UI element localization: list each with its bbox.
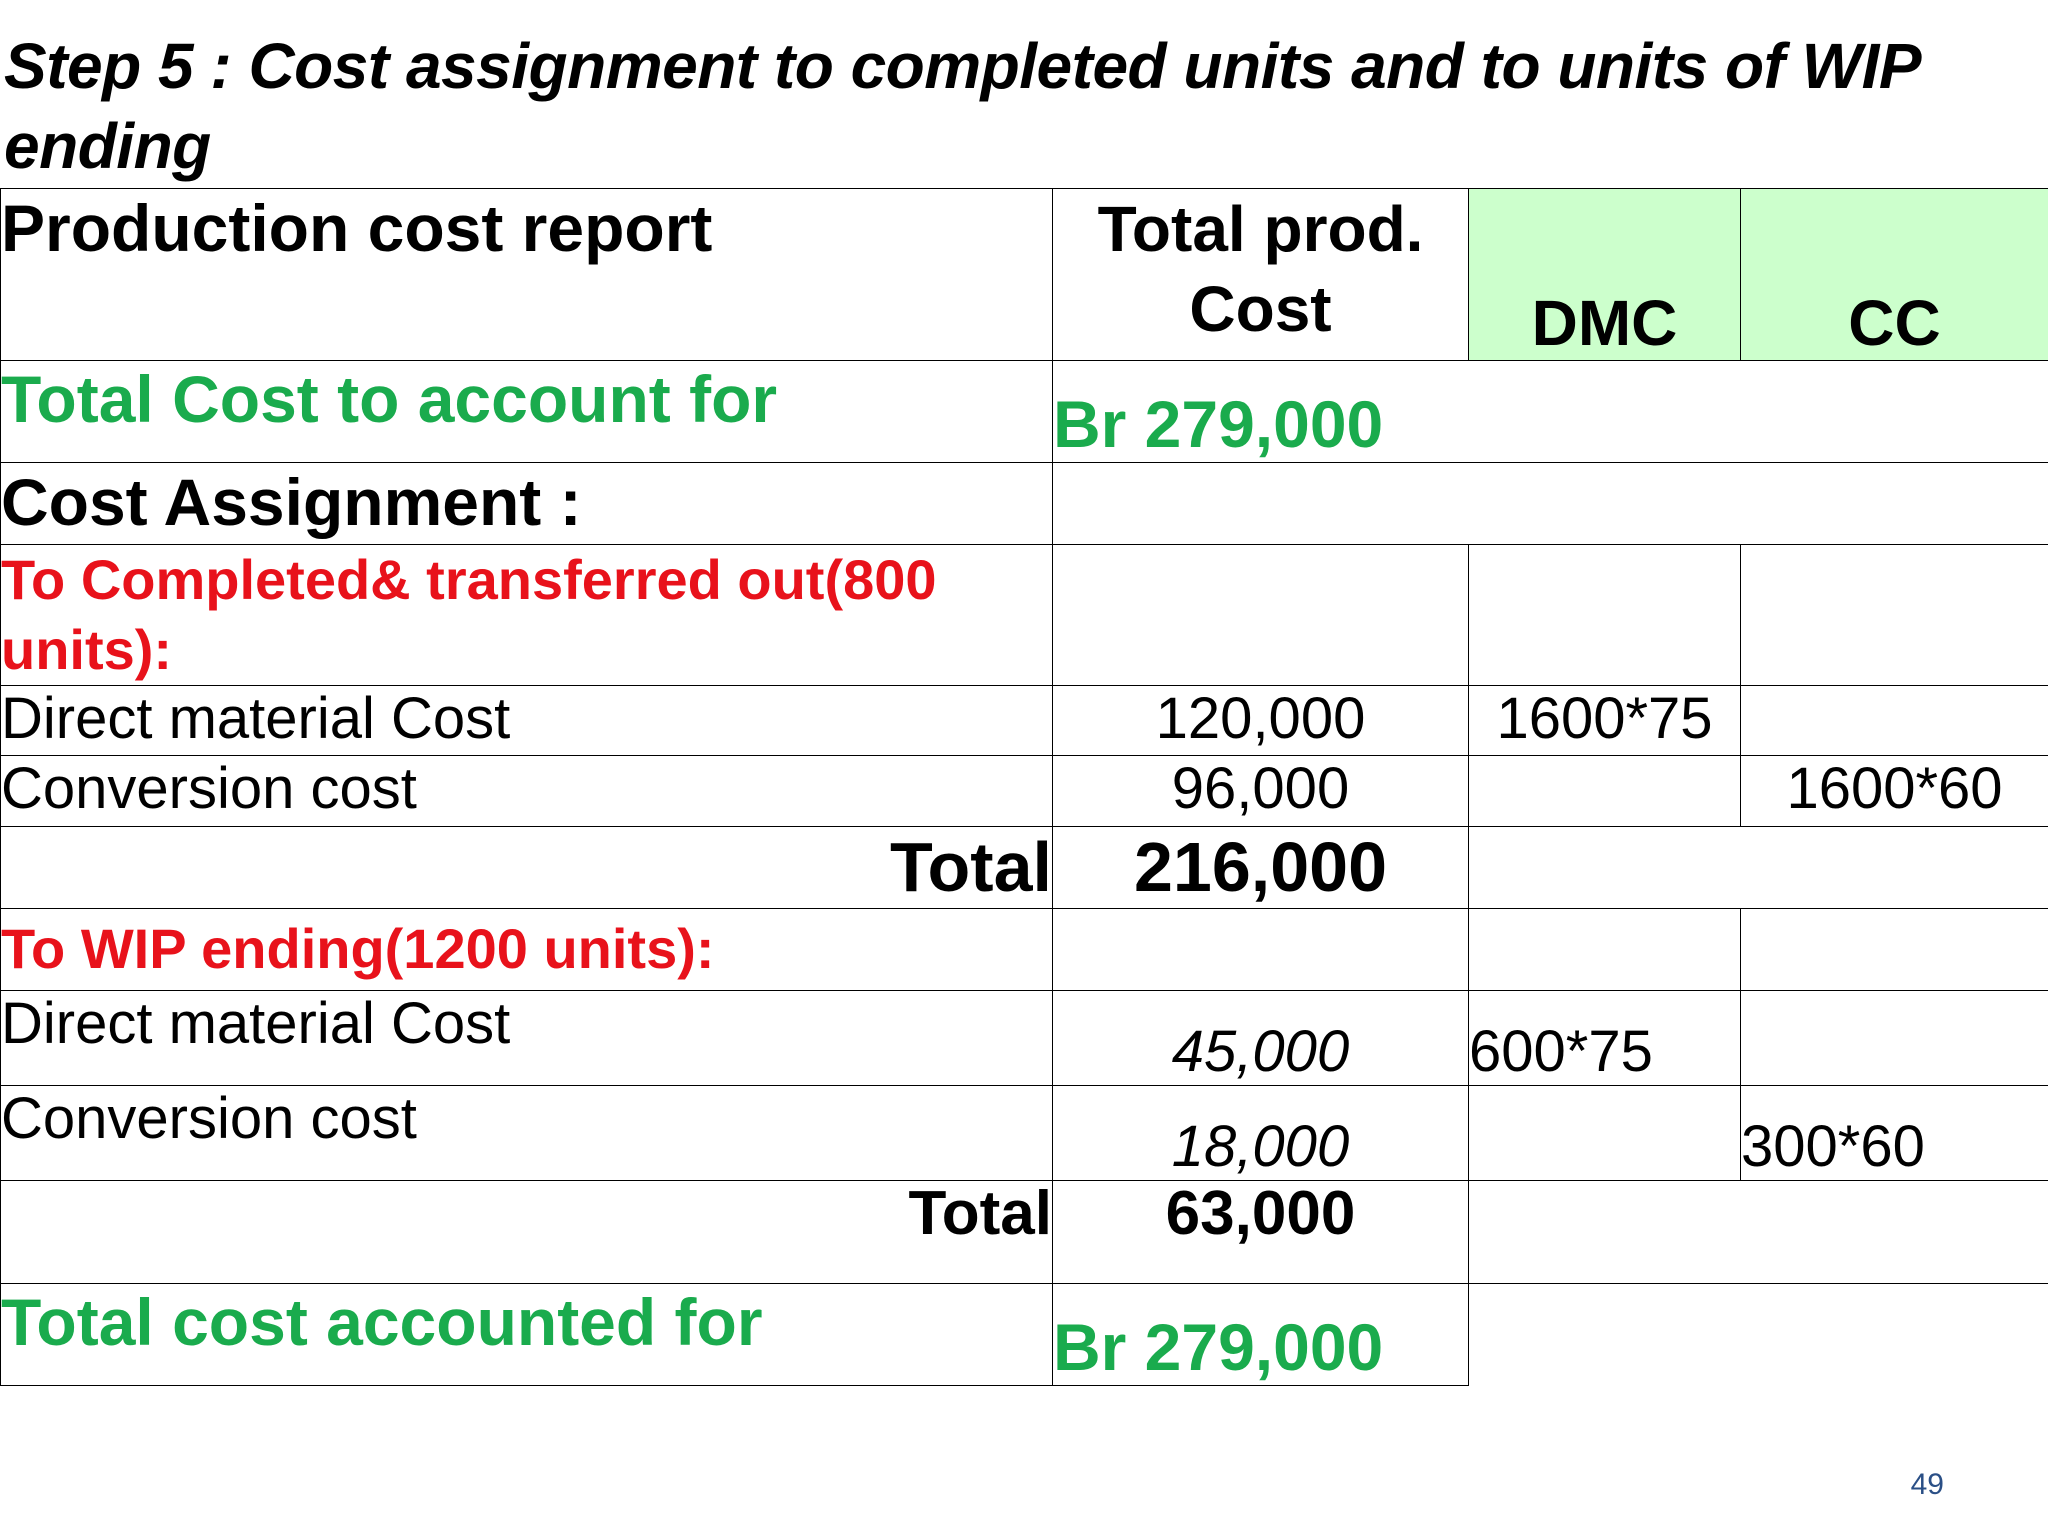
- wip-dm-label: Direct material Cost: [1, 991, 1053, 1086]
- completed-heading: To Completed& transferred out(800 units):: [1, 545, 1053, 686]
- completed-cc-label: Conversion cost: [1, 756, 1053, 827]
- empty-cell: [1741, 686, 2048, 756]
- completed-heading-row: [1, 545, 2048, 686]
- header-total-cost: Total prod. Cost: [1053, 189, 1469, 361]
- wip-cc-value: 18,000: [1053, 1086, 1469, 1181]
- empty-cell: [1053, 909, 1469, 991]
- empty-cell: [1469, 1181, 1741, 1284]
- production-cost-report-table: [0, 188, 2048, 1386]
- empty-cell: [1741, 545, 2048, 686]
- empty-cell: [1469, 827, 1741, 909]
- empty-cell: [1741, 909, 2048, 991]
- empty-cell: [1053, 545, 1469, 686]
- empty-cell: [1469, 361, 1741, 463]
- total-to-account-label: Total Cost to account for: [1, 361, 1053, 463]
- empty-cell: [1469, 545, 1741, 686]
- completed-total-label: Total: [1, 827, 1053, 909]
- completed-cc-value: 96,000: [1053, 756, 1469, 827]
- page-number: 49: [1910, 1468, 1944, 1501]
- empty-cell: [1469, 463, 1741, 545]
- completed-dm-row: [1, 686, 2048, 756]
- completed-cc-calc: 1600*60: [1741, 756, 2048, 827]
- wip-heading: To WIP ending(1200 units):: [1, 909, 1053, 991]
- cost-assignment-row: [1, 463, 2048, 545]
- empty-cell: [1741, 1284, 2048, 1386]
- total-to-account-row: [1, 361, 2048, 463]
- wip-dm-row: [1, 991, 2048, 1086]
- wip-total-value: 63,000: [1053, 1181, 1469, 1284]
- wip-cc-row: [1, 1086, 2048, 1181]
- total-accounted-row: [1, 1284, 2048, 1386]
- completed-cc-row: [1, 756, 2048, 827]
- wip-heading-row: [1, 909, 2048, 991]
- empty-cell: [1741, 827, 2048, 909]
- total-accounted-label: Total cost accounted for: [1, 1284, 1053, 1386]
- empty-cell: [1469, 756, 1741, 827]
- empty-cell: [1741, 361, 2048, 463]
- completed-total-value: 216,000: [1053, 827, 1469, 909]
- empty-cell: [1741, 463, 2048, 545]
- wip-dm-value: 45,000: [1053, 991, 1469, 1086]
- cost-assignment-label: Cost Assignment :: [1, 463, 1053, 545]
- empty-cell: [1469, 909, 1741, 991]
- empty-cell: [1469, 1284, 1741, 1386]
- header-row: [1, 189, 2048, 361]
- empty-cell: [1469, 1086, 1741, 1181]
- wip-cc-calc: 300*60: [1741, 1086, 2048, 1181]
- empty-cell: [1741, 1181, 2048, 1284]
- header-report-label: Production cost report: [1, 189, 1053, 361]
- total-accounted-value: Br 279,000: [1053, 1284, 1469, 1386]
- total-to-account-value: Br 279,000: [1053, 361, 1469, 463]
- wip-cc-label: Conversion cost: [1, 1086, 1053, 1181]
- wip-total-label: Total: [1, 1181, 1053, 1284]
- completed-dm-value: 120,000: [1053, 686, 1469, 756]
- header-cc: CC: [1741, 189, 2048, 361]
- wip-dm-calc: 600*75: [1469, 991, 1741, 1086]
- completed-dm-label: Direct material Cost: [1, 686, 1053, 756]
- empty-cell: [1053, 463, 1469, 545]
- slide-title: Step 5 : Cost assignment to completed units and to units of WIP ending: [4, 30, 1919, 182]
- header-dmc: DMC: [1469, 189, 1741, 361]
- empty-cell: [1741, 991, 2048, 1086]
- completed-total-row: [1, 827, 2048, 909]
- completed-dm-calc: 1600*75: [1469, 686, 1741, 756]
- wip-total-row: [1, 1181, 2048, 1284]
